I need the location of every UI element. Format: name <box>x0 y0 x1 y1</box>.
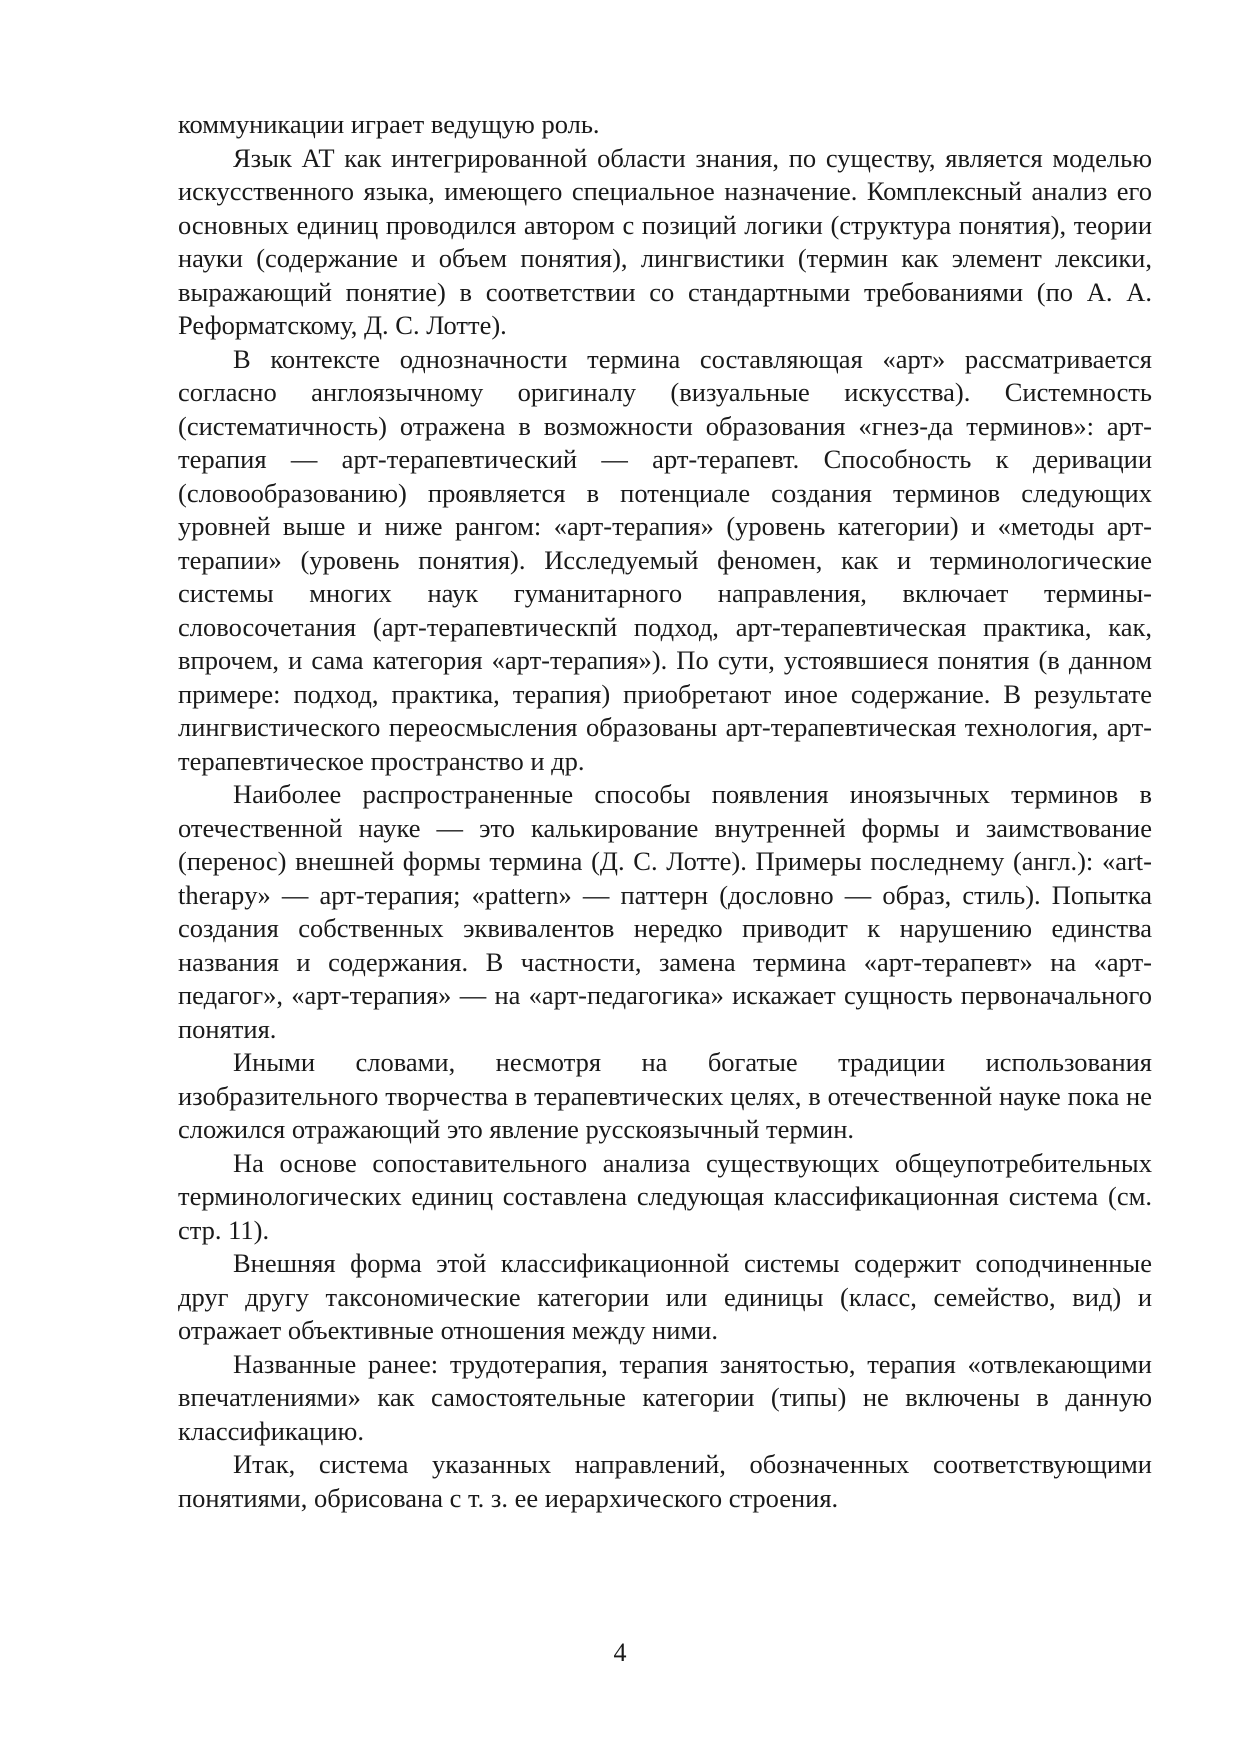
paragraph-art-term-context: В контексте однозначности термина составляющая «арт» рассматривается согласно англоязычному оригиналу (визуальные искусства). Системность (систематичность) отражена в возможности образования «гнез-да терминов»: арт-терапия — арт-терапевтический — арт-терапевт. Способность к деривации (словообразованию) проявляется в потенциале создания терминов следующих уровней выше и ниже рангом: «арт-терапия» (уровень категории) и «методы арт-терапии» (уровень понятия). Исследуемый феномен, как и терминологические системы многих наук гуманитарного направления, включает термины-словосочетания (арт-терапевтическпй подход, арт-терапевтическая практика, как, впрочем, и сама категория «арт-терапия»). По сути, устоявшиеся понятия (в данном примере: подход, практика, терапия) приобретают иное содержание. В результате лингвистического переосмысления образованы арт-терапевтическая технология, арт-терапевтическое пространство и др. <box>178 343 1152 776</box>
paragraph-conclusion: Итак, система указанных направлений, обозначенных соответствующими понятиями, обрисована с т. з. ее иерархического строения. <box>178 1449 1152 1513</box>
paragraph-language-at: Язык АТ как интегрированной области знания, по существу, является моделью искусственного языка, имеющего специальное назначение. Комплексный анализ его основных единиц проводился автором с позиций логики (структура понятия), теории науки (содержание и объем понятия), лингвистики (термин как элемент лексики, выражающий понятие) в соответствии со стандартными требованиями (по А. А. Реформатскому, Д. С. Лотте). <box>178 142 1152 340</box>
paragraph-continuation: коммуникации играет ведущую роль. <box>178 109 600 139</box>
paragraph-external-form: Внешняя форма этой классификационной системы содержит соподчиненные друг другу таксономические категории или единицы (класс, семейство, вид) и отражает объективные отношения между ними. <box>178 1248 1152 1345</box>
paragraph-classification-basis: На основе сопоставительного анализа существующих общеупотребительных терминологических единиц составлена следующая классификационная система (см. стр. 11). <box>178 1147 1152 1245</box>
paragraph-foreign-terms: Наиболее распространенные способы появления иноязычных терминов в отечественной науке — это калькирование внутренней формы и заимствование (перенос) внешней формы термина (Д. С. Лотте). Примеры последнему (англ.): «art-therapy» — арт-терапия; «pattern» — паттерн (дословно — образ, стиль). Попытка создания собственных эквивалентов нередко приводит к нарушению единства названия и содержания. В частности, замена термина «арт-терапевт» на «арт-педагог», «арт-терапия» — на «арт-педагогика» искажает сущность первоначального понятия. <box>178 779 1152 1044</box>
document-body <box>178 108 1152 1515</box>
paragraph-named-earlier: Названные ранее: трудотерапия, терапия занятостью, терапия «отвлекающими впечатлениями» как самостоятельные категории (типы) не включены в данную классификацию. <box>178 1348 1152 1446</box>
page-number: 4 <box>613 1638 627 1667</box>
paragraph-in-other-words: Иными словами, несмотря на богатые традиции использования изобразительного творчества в терапевтических целях, в отечественной науке пока не сложился отражающий это явление русскоязычный термин. <box>178 1047 1152 1144</box>
